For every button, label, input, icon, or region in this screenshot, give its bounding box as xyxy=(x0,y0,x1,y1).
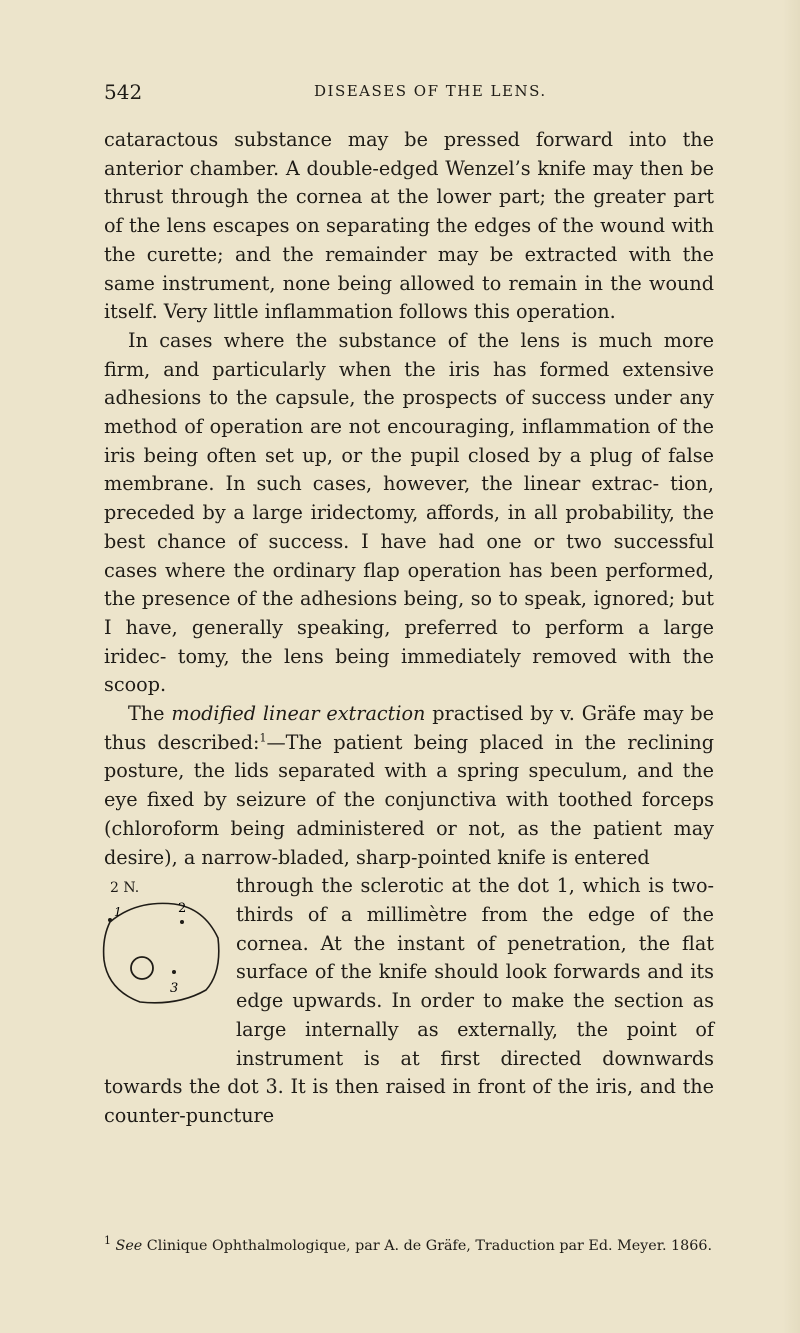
paragraph-3-mid: practised by v. Gräfe may be thus described: xyxy=(104,702,714,754)
footnote-ref: 1 xyxy=(259,731,267,745)
footnote xyxy=(104,1236,714,1257)
dot-label-2: 2 xyxy=(178,901,187,917)
paragraph-1: cataractous substance may be pressed forward into the anterior chamber. A double-edged Wenzel’s knife may then be thrust through the cornea at the lower part; the greater part of the lens escapes on separating the edges of the wound with the curette; and the remainder may be extracted with the same instrument, none being allowed to remain in the wound itself. Very little inflammation follows this operation. xyxy=(104,128,714,324)
body-text xyxy=(104,126,714,1131)
paragraph-3-wrap: through the sclerotic at the dot 1, which is two-thirds of a millimètre from the edge of the cornea. At the instant of penetration, the flat surface of the knife should look forwards and its edge upwards. In order to make the section as large internally as externally, the point of instrument is at first directed downwards towards the dot 3. It is then raised in front of the iris, and the counter-puncture xyxy=(104,874,714,1127)
dot-1 xyxy=(108,918,112,922)
footnote-text: Clinique Ophthalmologique, par A. de Gräfe, Traduction par Ed. Meyer. 1866. xyxy=(142,1238,712,1254)
footnote-see: See xyxy=(115,1238,143,1254)
eye-diagram xyxy=(96,872,230,1048)
page-edge-shadow xyxy=(782,0,800,1333)
paragraph-3-lead: The xyxy=(128,702,172,726)
paragraph-3 xyxy=(104,700,714,872)
footnote-marker: 1 xyxy=(104,1234,111,1248)
paragraph-3-body: —The patient being placed in the reclining posture, the lids separated with a spring speculum, and the eye fixed by seizure of the conjunctiva with toothed forceps (chloroform being administered or not, as the patient may desire), a narrow-bladed, sharp-pointed knife is entered xyxy=(104,730,715,869)
dot-label-3: 3 xyxy=(170,981,179,997)
dot-label-1: 1 xyxy=(114,905,122,920)
paragraph-3-italic: modified linear extraction xyxy=(171,702,426,726)
figure-caption: 2 N. xyxy=(110,880,140,897)
dot-2 xyxy=(180,920,184,924)
pupil-circle xyxy=(131,957,153,979)
page-number: 542 xyxy=(104,80,143,104)
paragraph-2: In cases where the substance of the lens is much more firm, and particularly when the iris has formed extensive adhesions to the capsule, the prospects of success under any method of operation are not encouraging, inflammation of the iris being often set up, or the pupil closed by a plug of false membrane. In such cases, however, the linear extrac- tion, preceded by a large iridectomy, affords, in all probability, the best chance of success. I have had one or two successful cases where the ordinary flap operation has been performed, the presence of the adhesions being, so to speak, ignored; but I have, generally speaking, preferred to perform a large iridec- tomy, the lens being immediately removed with the scoop. xyxy=(104,328,714,697)
page-header xyxy=(104,80,704,104)
running-title: DISEASES OF THE LENS. xyxy=(314,82,547,100)
dot-3 xyxy=(172,970,176,974)
eye-diagram-figure xyxy=(96,872,230,1048)
